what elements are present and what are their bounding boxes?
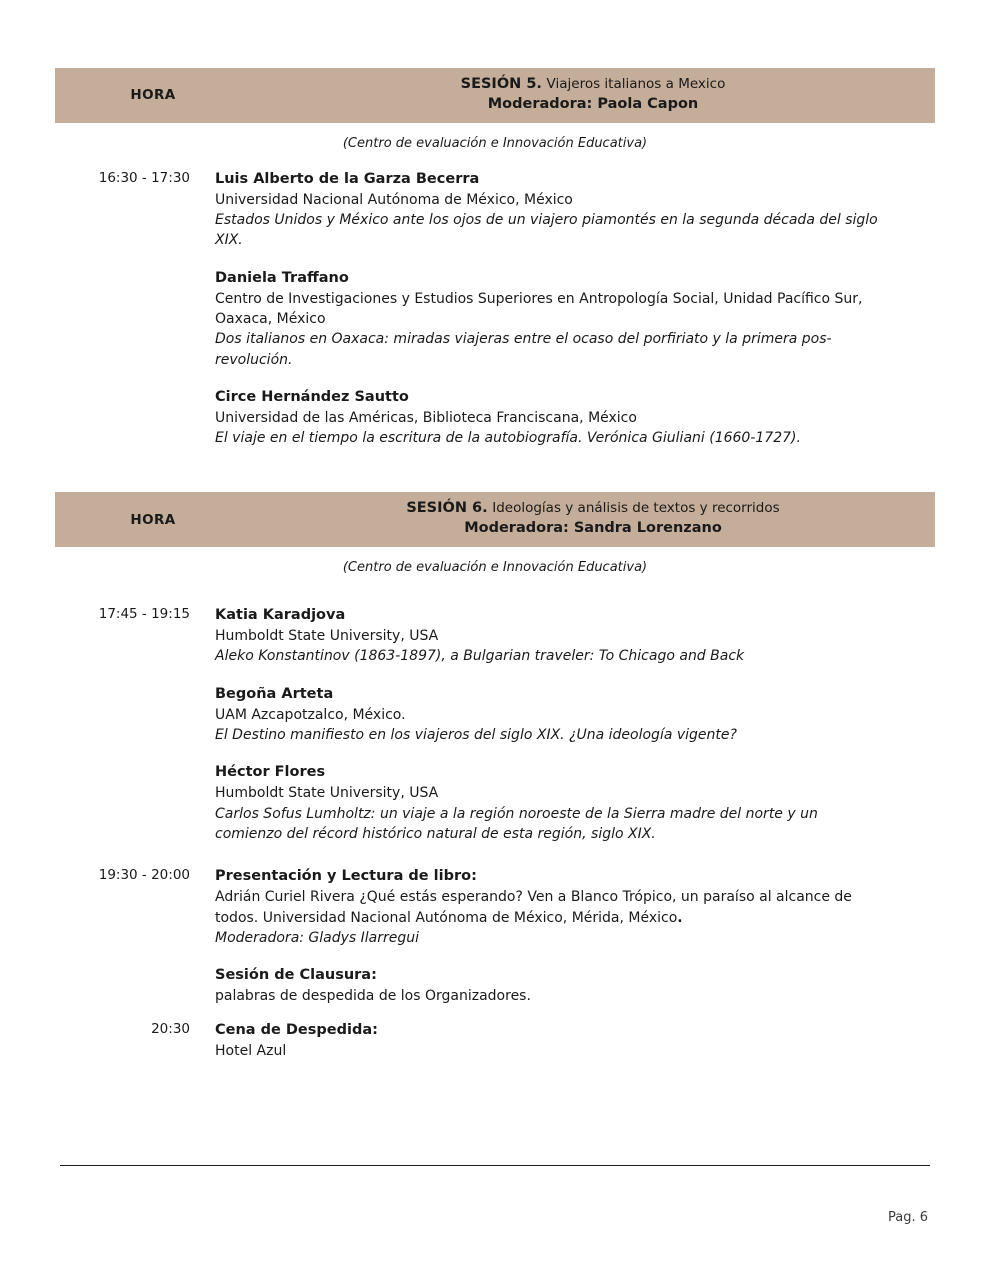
speaker-name: Presentación y Lectura de libro:	[215, 868, 477, 885]
row-time: 20:30	[151, 1021, 190, 1038]
talk-item	[215, 866, 885, 948]
session-moderator: Moderadora: Paola Capon	[487, 95, 699, 112]
session-5-container	[55, 0, 935, 448]
row-body	[215, 605, 935, 844]
session-topic: Ideologías y análisis de textos y recorridos	[492, 500, 780, 517]
talk-title: Carlos Sofus Lumholtz: un viaje a la región noroeste de la Sierra madre del norte y un comienzo del récord histórico natural de esta región, siglo XIX.	[215, 805, 818, 842]
speaker-affiliation: Humboldt State University, USA	[215, 628, 439, 645]
page-number: Pag. 6	[887, 1210, 928, 1225]
schedule-row	[55, 1020, 935, 1061]
row-body	[215, 1020, 935, 1061]
talk-item	[215, 268, 885, 370]
schedule-row	[55, 605, 935, 844]
speaker-name: Katia Karadjova	[215, 607, 346, 624]
session-heading	[251, 68, 935, 123]
session-number: SESIÓN 5.	[460, 76, 542, 92]
speaker-affiliation: Humboldt State University, USA	[215, 785, 439, 802]
row-body	[215, 169, 935, 449]
footer-divider	[60, 1165, 930, 1166]
session-venue: (Centro de evaluación e Innovación Educativa)	[342, 135, 648, 151]
session-number: SESIÓN 6.	[406, 500, 488, 517]
talk-description-text: Adrián Curiel Rivera ¿Qué estás esperando? Ven a Blanco Trópico, un paraíso al alcance de todos. Universidad Nacional Autónoma de México, Mérida, México	[215, 889, 852, 926]
talk-title: Dos italianos en Oaxaca: miradas viajeras entre el ocaso del porfiriato y la primera pos-revolución.	[215, 331, 832, 368]
speaker-name: Héctor Flores	[215, 764, 326, 781]
speaker-name: Cena de Despedida:	[215, 1022, 378, 1039]
session-header-band	[55, 68, 935, 123]
speaker-name: Sesión de Clausura:	[215, 967, 377, 984]
session-heading	[251, 492, 935, 547]
speaker-affiliation: Universidad Nacional Autónoma de México, México	[215, 191, 573, 208]
session-moderator: Moderadora: Sandra Lorenzano	[464, 520, 722, 537]
hora-label: HORA	[130, 511, 176, 528]
talk-item	[215, 1020, 885, 1061]
session-6-rows	[55, 605, 935, 1062]
talk-item	[215, 169, 885, 251]
talk-description-suffix: .	[677, 909, 683, 926]
talk-item	[215, 684, 885, 746]
row-time: 19:30 - 20:00	[98, 867, 190, 884]
talk-description	[215, 887, 885, 928]
talk-title: El viaje en el tiempo la escritura de la autobiografía. Verónica Giuliani (1660-1727).	[215, 430, 801, 447]
talk-item	[215, 387, 885, 449]
talk-title: El Destino manifiesto en los viajeros del siglo XIX. ¿Una ideología vigente?	[215, 727, 737, 744]
row-time: 17:45 - 19:15	[98, 606, 190, 623]
talk-item	[215, 965, 885, 1006]
speaker-affiliation: Centro de Investigaciones y Estudios Superiores en Antropología Social, Unidad Pacífico Sur, Oaxaca, México	[215, 290, 863, 327]
session-5-rows	[55, 169, 935, 449]
session-venue: (Centro de evaluación e Innovación Educativa)	[342, 560, 648, 576]
speaker-name: Circe Hernández Sautto	[215, 388, 409, 405]
talk-title: Estados Unidos y México ante los ojos de un viajero piamontés en la segunda década del siglo XIX.	[215, 212, 878, 249]
talk-title: Aleko Konstantinov (1863-1897), a Bulgarian traveler: To Chicago and Back	[215, 648, 745, 665]
talk-description: Hotel Azul	[215, 1043, 287, 1060]
speaker-affiliation: UAM Azcapotzalco, México.	[215, 706, 406, 723]
schedule-row	[55, 169, 935, 449]
section-spacer	[55, 448, 935, 492]
speaker-name: Begoña Arteta	[215, 685, 334, 702]
row-body	[215, 866, 935, 1006]
hora-label: HORA	[130, 87, 176, 104]
speaker-affiliation: Universidad de las Américas, Biblioteca Franciscana, México	[215, 409, 637, 426]
talk-moderator: Moderadora: Gladys Ilarregui	[215, 929, 420, 946]
speaker-name: Daniela Traffano	[215, 269, 349, 286]
schedule-row	[55, 866, 935, 1006]
session-6-container	[55, 492, 935, 1061]
session-header-band	[55, 492, 935, 547]
talk-description: palabras de despedida de los Organizadores.	[215, 988, 531, 1005]
session-title-line	[406, 499, 779, 518]
talk-item	[215, 605, 885, 667]
session-topic: Viajeros italianos a Mexico	[546, 76, 726, 92]
row-time: 16:30 - 17:30	[98, 169, 190, 186]
speaker-name: Luis Alberto de la Garza Becerra	[215, 170, 480, 187]
talk-item	[215, 762, 885, 844]
session-title-line	[461, 75, 726, 94]
